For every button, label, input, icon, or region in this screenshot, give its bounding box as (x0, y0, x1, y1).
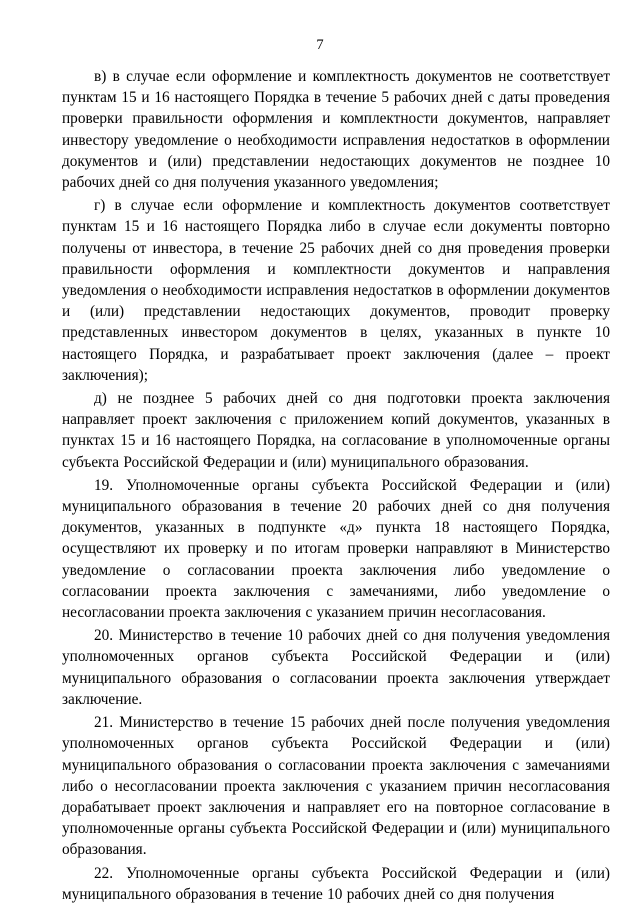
paragraph-18-d: д) не позднее 5 рабочих дней со дня подготовки проекта заключения направляет проект заключения с приложением копий документов, указанных в пунктах 15 и 16 настоящего Порядка, на согласование в уполномоченные органы субъекта Российской Федерации и (или) муниципального образования. (62, 390, 610, 471)
page-number: 7 (316, 37, 324, 53)
document-body (62, 66, 610, 905)
paragraph-20: 20. Министерство в течение 10 рабочих дней со дня получения уведомления уполномоченных органов субъекта Российской Федерации и (или) муниципального образования о согласовании проекта заключения утверждает заключение. (62, 627, 610, 708)
paragraph-21: 21. Министерство в течение 15 рабочих дней после получения уведомления уполномоченных органов субъекта Российской Федерации и (или) муниципального образования о согласовании проекта заключения с замечаниями либо о несогласовании проекта заключения с указанием причин несогласования дорабатывает проект заключения и направляет его на повторное согласование в уполномоченные органы субъекта Российской Федерации и (или) муниципального образования. (62, 714, 610, 859)
paragraph-22: 22. Уполномоченные органы субъекта Российской Федерации и (или) муниципального образования в течение 10 рабочих дней со дня получения (62, 864, 610, 903)
paragraph-19: 19. Уполномоченные органы субъекта Российской Федерации и (или) муниципального образования в течение 20 рабочих дней со дня получения документов, указанных в подпункте «д» пункта 18 настоящего Порядка, осуществляют их проверку и по итогам проверки направляют в Министерство уведомление о согласовании проекта заключения либо уведомление о согласовании проекта заключения с замечаниями, либо уведомление о несогласовании проекта заключения с указанием причин несогласования. (62, 476, 610, 622)
paragraph-18-g: г) в случае если оформление и комплектность документов соответствует пунктам 15 и 16 настоящего Порядка либо в случае если документы повторно получены от инвестора, в течение 25 рабочих дней со дня проведения проверки правильности оформления и комплектности документов и направления уведомления о необходимости исправления недостатков в оформлении документов и (или) представлении недостающих документов, проводит проверку представленных инвестором документов в целях, указанных в пункте 10 настоящего Порядка, и разрабатывает проект заключения (далее – проект заключения); (62, 197, 610, 384)
paragraph-18-v: в) в случае если оформление и комплектность документов не соответствует пунктам 15 и 16 настоящего Порядка в течение 5 рабочих дней с даты проведения проверки правильности оформления и комплектности документов, направляет инвестору уведомление о необходимости исправления недостатков в оформлении документов и (или) представлении недостающих документов не позднее 10 рабочих дней со дня получения указанного уведомления; (62, 68, 610, 192)
